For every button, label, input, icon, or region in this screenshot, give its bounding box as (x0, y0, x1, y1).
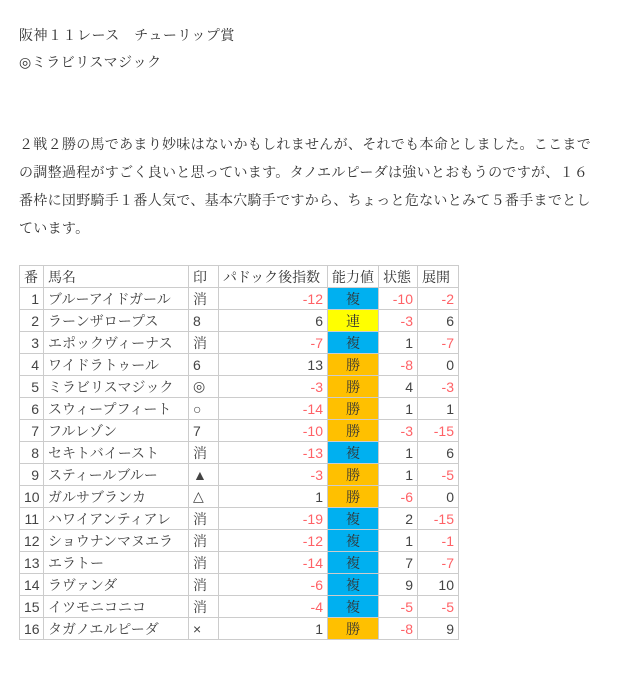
horse-number: 10 (20, 486, 44, 508)
condition: -6 (379, 486, 418, 508)
condition: -8 (379, 354, 418, 376)
horse-number: 5 (20, 376, 44, 398)
col-header-number: 番 (20, 266, 44, 288)
ability-value: 勝 (328, 398, 379, 420)
commentary-line: ２戦２勝の馬であまり妙味はないかもしれませんが、それでも本命としました。ここまで (19, 136, 591, 152)
mark: 6 (189, 354, 219, 376)
ability-value: 複 (328, 442, 379, 464)
ability-value: 勝 (328, 376, 379, 398)
condition: -3 (379, 420, 418, 442)
horse-number: 16 (20, 618, 44, 640)
development: -3 (418, 376, 459, 398)
table-row (20, 464, 459, 486)
mark: 8 (189, 310, 219, 332)
col-header-horse-name: 馬名 (44, 266, 189, 288)
horse-name: ショウナンマヌエラ (44, 530, 189, 552)
condition: -3 (379, 310, 418, 332)
paddock-index: -12 (219, 288, 328, 310)
commentary-line: ています。 (19, 220, 90, 236)
paddock-index: 1 (219, 486, 328, 508)
table-row (20, 486, 459, 508)
paddock-index: -10 (219, 420, 328, 442)
development: -1 (418, 530, 459, 552)
horse-name: イツモニコニコ (44, 596, 189, 618)
horse-number: 8 (20, 442, 44, 464)
mark: × (189, 618, 219, 640)
table-row (20, 420, 459, 442)
condition: 1 (379, 530, 418, 552)
development: -2 (418, 288, 459, 310)
col-header-mark: 印 (189, 266, 219, 288)
condition: -10 (379, 288, 418, 310)
ability-value: 複 (328, 332, 379, 354)
development: 6 (418, 442, 459, 464)
horse-name: セキトバイースト (44, 442, 189, 464)
mark: 消 (189, 442, 219, 464)
horse-name: スウィープフィート (44, 398, 189, 420)
ability-value: 勝 (328, 618, 379, 640)
race-title: 阪神１１レース チューリップ賞 (19, 27, 235, 43)
development: 0 (418, 354, 459, 376)
condition: -5 (379, 596, 418, 618)
paddock-index: -13 (219, 442, 328, 464)
condition: 4 (379, 376, 418, 398)
mark: 消 (189, 596, 219, 618)
mark: 消 (189, 288, 219, 310)
condition: -8 (379, 618, 418, 640)
mark: 消 (189, 508, 219, 530)
development: -15 (418, 420, 459, 442)
horse-name: エポックヴィーナス (44, 332, 189, 354)
horse-number: 15 (20, 596, 44, 618)
paddock-index: -6 (219, 574, 328, 596)
development: 1 (418, 398, 459, 420)
mark: 7 (189, 420, 219, 442)
col-header-paddock-index: パドック後指数 (219, 266, 328, 288)
ability-value: 複 (328, 596, 379, 618)
table-row (20, 596, 459, 618)
development: 10 (418, 574, 459, 596)
development: -15 (418, 508, 459, 530)
table-row (20, 310, 459, 332)
table-row (20, 376, 459, 398)
condition: 1 (379, 332, 418, 354)
development: -7 (418, 552, 459, 574)
commentary-line: 番枠に団野騎手１番人気で、基本穴騎手ですから、ちょっと危ないとみて５番手までとし (19, 192, 591, 208)
condition: 9 (379, 574, 418, 596)
table-row (20, 354, 459, 376)
development: 0 (418, 486, 459, 508)
horse-number: 14 (20, 574, 44, 596)
paddock-index: -4 (219, 596, 328, 618)
horse-number: 6 (20, 398, 44, 420)
ability-value: 複 (328, 552, 379, 574)
condition: 2 (379, 508, 418, 530)
mark: 消 (189, 332, 219, 354)
paddock-index: -3 (219, 376, 328, 398)
horse-name: エラトー (44, 552, 189, 574)
horse-name: フルレゾン (44, 420, 189, 442)
ability-value: 複 (328, 574, 379, 596)
mark: 消 (189, 574, 219, 596)
paddock-index: -14 (219, 398, 328, 420)
horse-name: ラヴァンダ (44, 574, 189, 596)
paddock-index: -19 (219, 508, 328, 530)
table-header-row (20, 266, 459, 288)
ability-value: 複 (328, 508, 379, 530)
horse-name: ガルサブランカ (44, 486, 189, 508)
paddock-index: -12 (219, 530, 328, 552)
ability-value: 勝 (328, 420, 379, 442)
condition: 1 (379, 442, 418, 464)
mark: △ (189, 486, 219, 508)
commentary-line: の調整過程がすごく良いと思っています。タノエルピーダは強いとおもうのですが、１６ (19, 164, 589, 180)
paddock-index: 1 (219, 618, 328, 640)
table-row (20, 398, 459, 420)
horse-name: ラーンザロープス (44, 310, 189, 332)
table-row (20, 618, 459, 640)
ability-value: 複 (328, 288, 379, 310)
paddock-index: -7 (219, 332, 328, 354)
table-row (20, 530, 459, 552)
horse-number: 2 (20, 310, 44, 332)
development: 9 (418, 618, 459, 640)
ability-value: 複 (328, 530, 379, 552)
horse-name: ハワイアンティアレ (44, 508, 189, 530)
col-header-development: 展開 (418, 266, 459, 288)
horse-name: ミラビリスマジック (44, 376, 189, 398)
horse-number: 9 (20, 464, 44, 486)
commentary (19, 130, 622, 242)
mark: 消 (189, 552, 219, 574)
horse-name: ブルーアイドガール (44, 288, 189, 310)
horse-name: ワイドラトゥール (44, 354, 189, 376)
mark: ◎ (189, 376, 219, 398)
horse-number: 1 (20, 288, 44, 310)
horse-name: タガノエルピーダ (44, 618, 189, 640)
development: -5 (418, 596, 459, 618)
horse-number: 4 (20, 354, 44, 376)
horse-name: スティールブルー (44, 464, 189, 486)
paddock-index: -14 (219, 552, 328, 574)
table-row (20, 288, 459, 310)
condition: 1 (379, 398, 418, 420)
table-row (20, 442, 459, 464)
horse-number: 3 (20, 332, 44, 354)
col-header-ability: 能力値 (328, 266, 379, 288)
horse-number: 7 (20, 420, 44, 442)
mark: ○ (189, 398, 219, 420)
table-row (20, 574, 459, 596)
development: 6 (418, 310, 459, 332)
horse-number: 11 (20, 508, 44, 530)
mark: ▲ (189, 464, 219, 486)
ability-value: 勝 (328, 354, 379, 376)
development: -7 (418, 332, 459, 354)
ability-value: 勝 (328, 486, 379, 508)
table-row (20, 508, 459, 530)
paddock-index: 13 (219, 354, 328, 376)
development: -5 (418, 464, 459, 486)
table-row (20, 552, 459, 574)
paddock-index: -3 (219, 464, 328, 486)
horse-number: 12 (20, 530, 44, 552)
paddock-index: 6 (219, 310, 328, 332)
horse-number: 13 (20, 552, 44, 574)
ability-value: 連 (328, 310, 379, 332)
condition: 1 (379, 464, 418, 486)
prediction-table (19, 265, 459, 640)
condition: 7 (379, 552, 418, 574)
mark: 消 (189, 530, 219, 552)
main-pick: ◎ミラビリスマジック (19, 54, 162, 70)
table-row (20, 332, 459, 354)
col-header-condition: 状態 (379, 266, 418, 288)
ability-value: 勝 (328, 464, 379, 486)
